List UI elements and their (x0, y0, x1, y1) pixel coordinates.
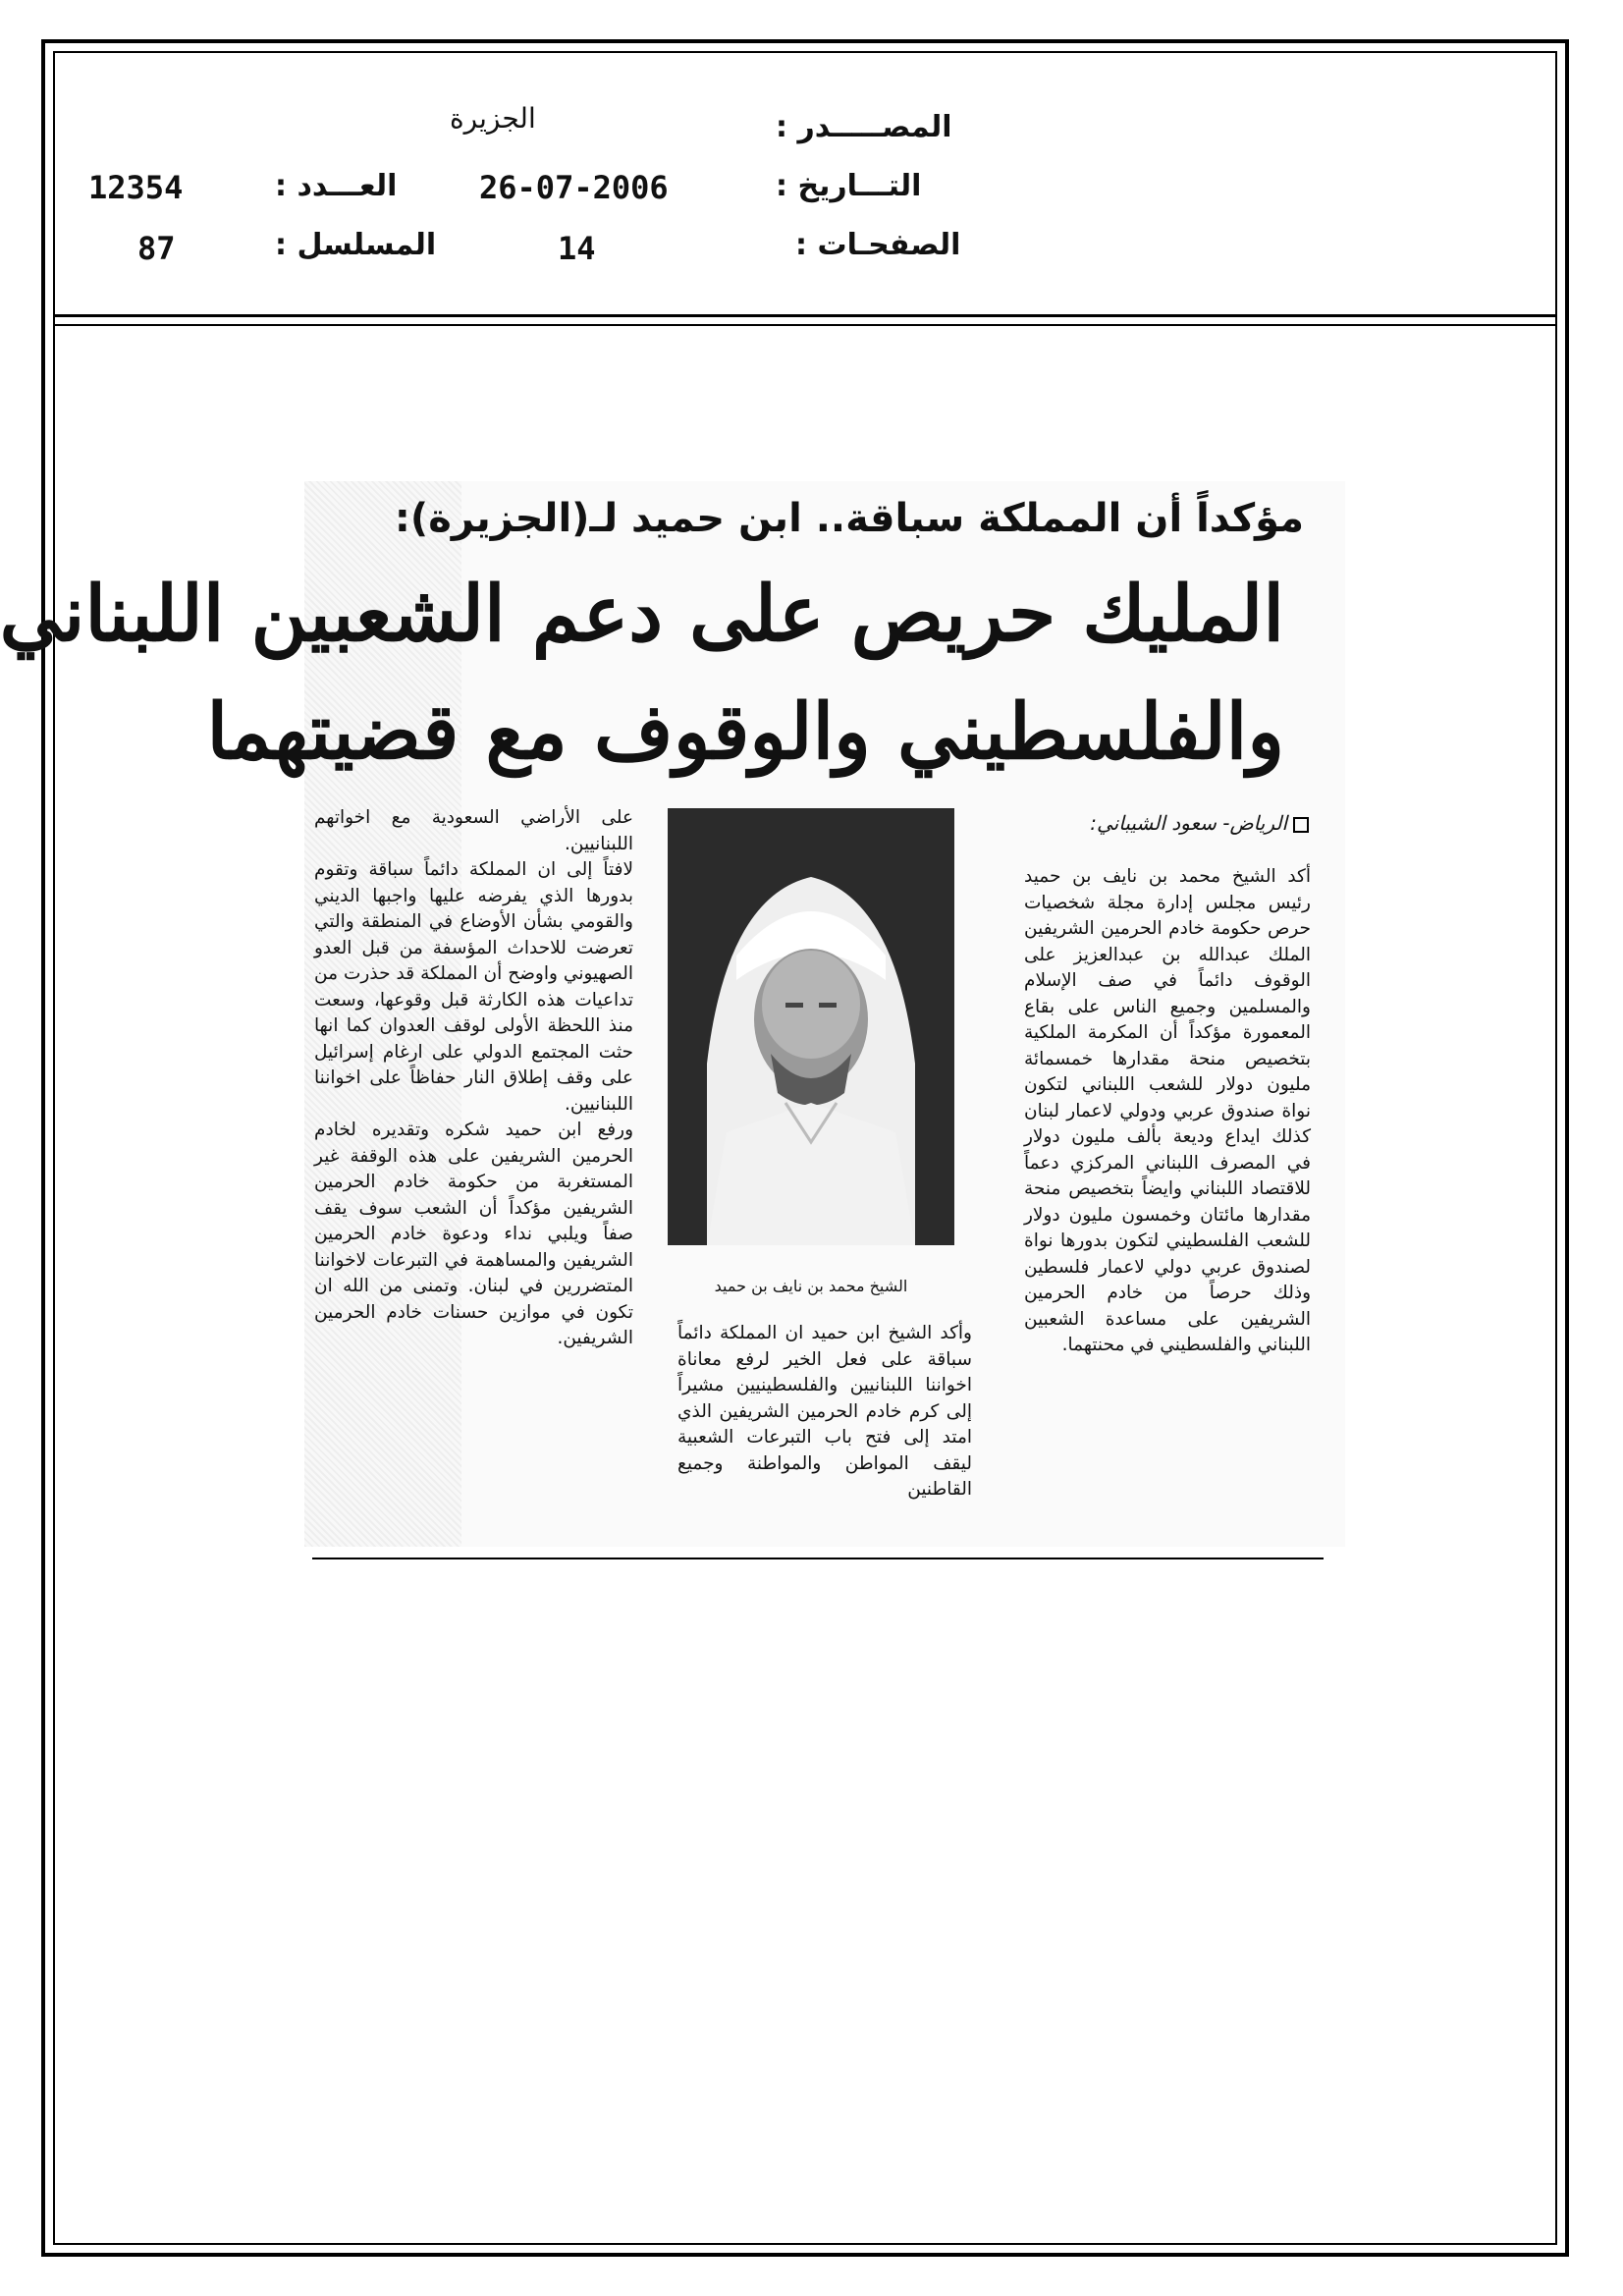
article-kicker: مؤكداً أن المملكة سباقة.. ابن حميد لـ(الجزيرة): (394, 496, 1304, 541)
paragraph: لافتاً إلى ان المملكة دائماً سباقة وتقوم بدورها الذي يفرضه عليها واجبها الديني والقومي بشأن الأوضاع في المنطقة والتي تعرضت للاحداث المؤسفة من قبل العدو الصهيوني واوضح أن المملكة قد حذرت من تداعيات هذه الكارثة قبل وقوعها، وسعت منذ اللحظة الأولى لوقف العدوان كما انها حثت المجتمع الدولي على ارغام إسرائيل على وقف إطلاق النار حفاظاً على اخواننا اللبنانيين. (314, 859, 633, 1115)
article-column-right (1024, 864, 1311, 1359)
paragraph: على الأراضي السعودية مع اخواتهم اللبنانيين. (314, 807, 633, 854)
date-value: 26-07-2006 (479, 169, 669, 206)
date-label: التـــاريخ : (776, 169, 922, 203)
byline-text: الرياض- سعود الشيباني: (1090, 811, 1287, 835)
portrait-photo (668, 808, 954, 1245)
header-divider (53, 314, 1557, 317)
source-value: الجزيرة (450, 102, 536, 135)
paragraph: وأكد الشيخ ابن حميد ان المملكة دائماً سباقة على فعل الخير لرفع معاناة اخواننا اللبنانيين والفلسطينيين مشيراً إلى كرم خادم الحرمين الشريفين الذي امتد إلى فتح باب التبرعات الشعبية ليقف المواطن والمواطنة وجميع القاطنين (677, 1323, 972, 1500)
portrait-illustration (668, 808, 954, 1245)
header-divider-inner (53, 324, 1557, 326)
article-column-left (314, 805, 633, 1352)
issue-label: العـــدد : (275, 169, 398, 203)
paragraph: ورفع ابن حميد شكره وتقديره لخادم الحرمين الشريفين على هذه الوقفة غير المستغربة من حكومة خادم الحرمين الشريفين مؤكداً أن الشعب سوف يقف صفاً ويلبي نداء ودعوة خادم الحرمين الشريفين والمساهمة في التبرعات لاخواننا المتضررين في لبنان. وتمنى من الله ان تكون في موازين حسنات خادم الحرمين الشريفين. (314, 1120, 633, 1348)
photo-caption: الشيخ محمد بن نايف بن حميد (714, 1277, 908, 1295)
source-label: المصـــــدر : (776, 110, 952, 144)
clipping-bottom-rule (312, 1558, 1324, 1559)
byline (1090, 811, 1309, 835)
serial-label: المسلسل : (275, 228, 437, 262)
issue-value: 12354 (88, 169, 184, 206)
headline-line-2: والفلسطيني والوقوف مع قضيتهما (206, 687, 1284, 777)
square-bullet-icon (1293, 817, 1309, 833)
pages-label: الصفحـات : (795, 228, 961, 262)
paragraph: أكد الشيخ محمد بن نايف بن حميد رئيس مجلس إدارة مجلة شخصيات حرص حكومة خادم الحرمين الشريفين الملك عبدالله بن عبدالعزيز على الوقوف دائماً في صف الإسلام والمسلمين وجميع الناس على بقاع المعمورة مؤكداً أن المكرمة الملكية بتخصيص منحة مقدارها خمسمائة مليون دولار للشعب اللبناني لتكون نواة صندوق عربي ودولي لاعمار لبنان كذلك ايداع وديعة بألف مليون دولار في المصرف اللبناني المركزي دعماً للاقتصاد اللبناني وايضاً بتخصيص منحة مقدارها مائتان وخمسون مليون دولار للشعب الفلسطيني لتكون بدورها نواة لصندوق عربي دولي لاعمار فلسطين وذلك حرصاً من خادم الحرمين الشريفين على مساعدة الشعبين اللبناني والفلسطيني في محنتهما. (1024, 866, 1311, 1355)
headline-line-1: المليك حريص على دعم الشعبين اللبناني (0, 570, 1284, 659)
pages-value: 14 (558, 230, 596, 267)
serial-value: 87 (137, 230, 176, 267)
article-column-middle (677, 1321, 972, 1503)
